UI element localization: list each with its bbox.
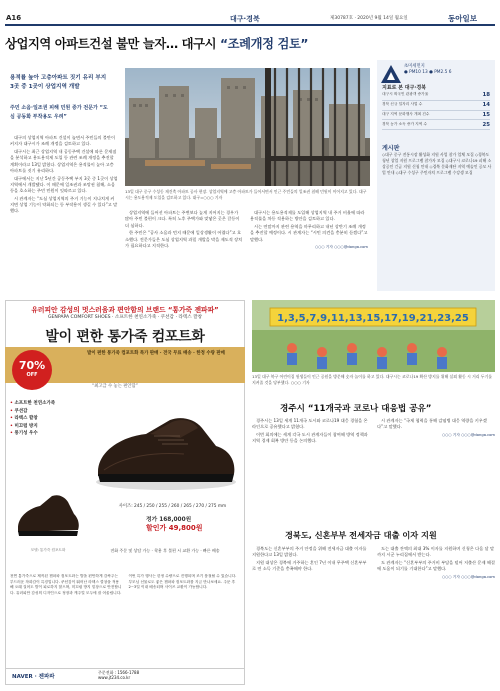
lead-body-col1 — [10, 135, 118, 285]
lead-photo — [125, 68, 370, 186]
index-row — [382, 111, 490, 121]
index-label: 경북 농가 소득 증가 지역 수 — [382, 121, 428, 126]
ad-phone: 주문전화 : 1566-1788 — [98, 670, 140, 675]
lead-paragraph: 대구시는 최근 상업지역 내 공동주택 건설에 따른 문제점을 분석하고 용도용적제 도입 등 관련 조례 개정을 추진할 계획이라고 13일 밝혔다. 상업지역은 용적률이 높아 고층 아파트를 짓기 유리하다. — [10, 148, 117, 173]
ad-info: 전화 주문 및 상담 가능 · 착용 후 불편 시 교환 가능 · 빠른 배송 — [110, 548, 220, 553]
air-quality-values: ● PM10 13 ● PM2.5 6 — [404, 69, 452, 75]
index-value: 18 — [482, 92, 490, 99]
photo-caption: 13일 대구 중구 수성동 재건축 아파트 공사 현장. 상업지역에 고층 아파트가 들어서면서 인근 주민들의 일조권 침해 민원이 이어지고 있다. 대구시는 용도용적제 도입을 검토하고 있다. 대구=○○○ 기자 — [125, 189, 367, 200]
ad-brand-subline: GENPAPA COMFORT SHOES · 소프트한 천연소가죽 · 쿠션감 · 라텍스 깔창 — [47, 315, 203, 320]
lead-paragraph: 대구의 상업지역 아파트 건설이 늘면서 주민들의 불만이 커지자 대구시가 조례 개정을 검토하고 있다. — [10, 135, 116, 147]
apartment-construction-image — [125, 68, 370, 186]
index-label: 경북 신규 일자리 사업 수 — [382, 102, 423, 107]
gyeongbuk-paragraph: 지원 대상은 경북에 거주하는 혼인 7년 이내 무주택 신혼부부로 연 소득 기준을 충족해야 한다. — [252, 559, 367, 572]
gyeongbuk-paragraph: 도 관계자는 “신혼부부의 주거비 부담을 덜어 저출산 문제 해결에 도움이 되기를 기대한다”고 말했다. — [377, 559, 495, 572]
byline: ○○○ 기자 ○○○@donga.com — [441, 432, 495, 437]
shoe-main-image — [84, 390, 242, 500]
ad-body: 천연 통가죽으로 제작된 젠파파 컴포트화는 발을 편안하게 감싸주는 부드러운 착화감이 특징입니다. 쿠션감이 뛰어난 라텍스 깔창을 적용해 오래 걸어도 발이 피로하지 않으며, 미끄럼 방지 밑창으로 안전합니다. 유러피안 감성의 디자인으로 정장과 캐주얼 모두에 잘 어울립니다. 이번 특가 행사는 한정 수량으로 진행되며 조기 품절될 수 있습니다. 부모님 선물로도 좋은 젠파파 컴포트화를 지금 만나보세요. 주문 후 2~3일 이내 배송되며 사이즈 교환이 가능합니다. — [10, 574, 237, 595]
lead-paragraph: 시는 연말까지 관련 용역을 마무리하고 내년 상반기 조례 개정을 추진할 예정이다. 시 관계자는 “시민 의견을 충분히 듣겠다”고 말했다. — [250, 223, 368, 242]
lead-headline: 상업지역 아파트건설 불만 늘자… 대구시 “조례개정 검토” — [5, 37, 309, 51]
lead-subhead-1: 용적률 높아 고층아파트 짓기 유리 부지 3곳 중 1곳이 상업지역 개발 — [10, 75, 107, 90]
ad-feature-list — [10, 400, 78, 438]
ad-feature: • 통기성 우수 — [10, 430, 78, 438]
gyeongbuk-headline: 경북도, 신혼부부 전세자금 대출 이자 지원 — [285, 530, 437, 540]
ad-sizes: 사이즈: 245 / 250 / 255 / 260 / 265 / 270 / 275 mm — [118, 504, 227, 509]
byline: ○○○ 기자 ○○○@donga.com — [314, 245, 368, 250]
ad-brand-line: 유러피안 감성의 멋스러움과 편안함의 브랜드 “통가죽 젠파파” — [31, 306, 219, 314]
ad-website: www.jt234.co.kr — [98, 675, 131, 681]
gyeongju-paragraph: 시 관계자는 “국제 협력을 통해 감염병 대응 역량을 키우겠다”고 말했다. — [377, 418, 487, 430]
index-label: 대구시 외국인 관광객 증가율 — [382, 92, 429, 97]
page-number: A16 — [6, 14, 22, 22]
shoe-side-image — [12, 476, 82, 546]
price-original: 정가 168,000원 — [146, 517, 192, 523]
ad-feature: • 소프트한 천연소가죽 — [10, 400, 78, 408]
ad-model-label: 모델: 통가죽 컴포트화 — [30, 548, 66, 552]
discount-badge — [12, 350, 52, 390]
air-quality — [404, 64, 451, 75]
index-row — [382, 101, 490, 111]
index-value: 25 — [482, 121, 490, 128]
byline: ○○○ 기자 ○○○@donga.com — [441, 574, 495, 579]
gyeongju-body — [252, 418, 495, 526]
gyeongbuk-paragraph: 경북도는 신혼부부의 주거 안정을 위해 전세자금 대출 이자를 지원한다고 13일 밝혔다. — [252, 546, 367, 558]
ad-quote: “최고급 수 놓는 편안함” — [92, 384, 138, 389]
bulletin-body: ◇대구 중구 전통시장 활성화 지원 사업 참가 업체 모집 ◇경북도 청년 창업 지원 프로그램 참가자 모집 ◇대구시 코로나19 피해 소상공인 긴급 지원 신청 안내 ◇경북 문화재단 지역 예술인 공모 사업 안내 ◇대구 수성구 주민자치 프로그램 수강생 모집 — [382, 152, 492, 175]
channel-a-logo-icon — [380, 64, 402, 84]
discount-off: OFF — [26, 372, 38, 378]
index-value: 14 — [482, 102, 490, 109]
price-sale: 할인가 49,800원 — [146, 524, 203, 532]
index-list — [382, 91, 490, 130]
ad-strip-text: 발이 편한 통가죽 컴포트화 특가 판매 · 전국 무료 배송 · 한정 수량 판매 — [87, 351, 225, 356]
issue-date: 제30787호 · 2020년 9월 14일 월요일 — [330, 16, 408, 21]
lead-subhead-2: 주민 소음·일조권 피해 민원 증가 전문가 “도심 공동화 부작용도 우려” — [10, 105, 108, 120]
kindergarten-number-banner: 1,3,5,7,9,11,13,15,17,19,21,23,25 — [277, 313, 469, 324]
lead-body-col3 — [250, 210, 368, 292]
index-value: 15 — [482, 111, 490, 118]
ad-feature: • 미끄럼 방지 — [10, 423, 78, 431]
lead-paragraph: 시 관계자는 “도심 상업지역의 주거 기능이 지나치게 커지면 상업 기능이 약화되는 등 부작용이 생길 수 있다”고 말했다. — [10, 195, 118, 214]
header-rule — [5, 24, 495, 26]
lead-paragraph: 대구에서는 지난 5년간 공동주택 부지 3곳 중 1곳이 상업지역에서 개발됐다. 이 때문에 일조권과 조망권 침해, 소음 등을 호소하는 주민 민원이 잇따르고 있다. — [10, 175, 118, 194]
section-title: 대구·경북 — [230, 15, 260, 23]
lead-body-col2 — [125, 210, 243, 292]
bulletin-title: 게시판 — [382, 145, 400, 152]
index-title: 지표로 본 대구·경북 — [382, 85, 427, 91]
air-quality-label: 초미세먼지 — [404, 64, 425, 69]
ad-feature: • 쿠션감 — [10, 408, 78, 416]
newspaper-logo: 동아일보 — [448, 14, 477, 23]
ad-footer-logo: NAVER · 젠파파 — [12, 674, 55, 680]
gyeongbuk-paragraph: 도는 대출 잔액의 최대 3% 이자를 지원하며 신청은 다음 달 말까지 시군 누리집에서 받는다. — [377, 546, 494, 558]
ad-title: 발이 편한 통가죽 컴포트화 — [45, 329, 205, 345]
index-label: 대구 지역 문화행사 개최 건수 — [382, 111, 430, 116]
gyeongbuk-body — [252, 546, 495, 686]
gyeongju-paragraph: 이번 회의에는 세계 각국 도시 관계자들이 참여해 방역 정책과 지역 경제 회복 방안 등을 논의했다. — [252, 431, 368, 444]
kindergarten-caption: 13일 대구 북구 어린이집 원생들이 인근 공원을 방문해 숫자 놀이를 하고 있다. 대구시는 코로나19 확산 방지를 위해 실외 활동 시 거리 두기를 지켜줄 것을 당부했다. ○○○ 기자 — [252, 374, 493, 385]
lead-paragraph: 한 주민은 “공사 소음과 먼지 때문에 일상생활이 어렵다”고 호소했다. 전문가들은 도심 상업지역 과밀 개발을 막을 제도적 장치가 필요하다고 지적한다. — [125, 230, 243, 248]
discount-percent: 70% — [18, 359, 46, 372]
index-row — [382, 120, 490, 130]
lead-paragraph: 대구시는 용도용적제를 도입해 상업지역 내 주거 비율에 따라 용적률을 차등 적용하는 방안을 검토하고 있다. — [250, 210, 365, 222]
ad-feature: • 라텍스 깔창 — [10, 415, 78, 423]
ad-contact — [98, 670, 244, 680]
index-row — [382, 91, 490, 101]
lead-paragraph: 상업지역에 들어선 아파트는 주변보다 높게 지어지는 경우가 많아 주민 불편이 크다. 특히 노후 주택가와 맞닿은 곳은 갈등이 더 심하다. — [125, 210, 240, 228]
kindergarten-photo — [252, 300, 495, 372]
gyeongju-headline: 경주시 “11개국과 코로나 대응법 공유” — [280, 404, 432, 414]
gyeongju-paragraph: 경주시는 13일 세계 11개국 도시와 코로나19 대응 경험을 온라인으로 공유했다고 밝혔다. — [252, 418, 368, 430]
